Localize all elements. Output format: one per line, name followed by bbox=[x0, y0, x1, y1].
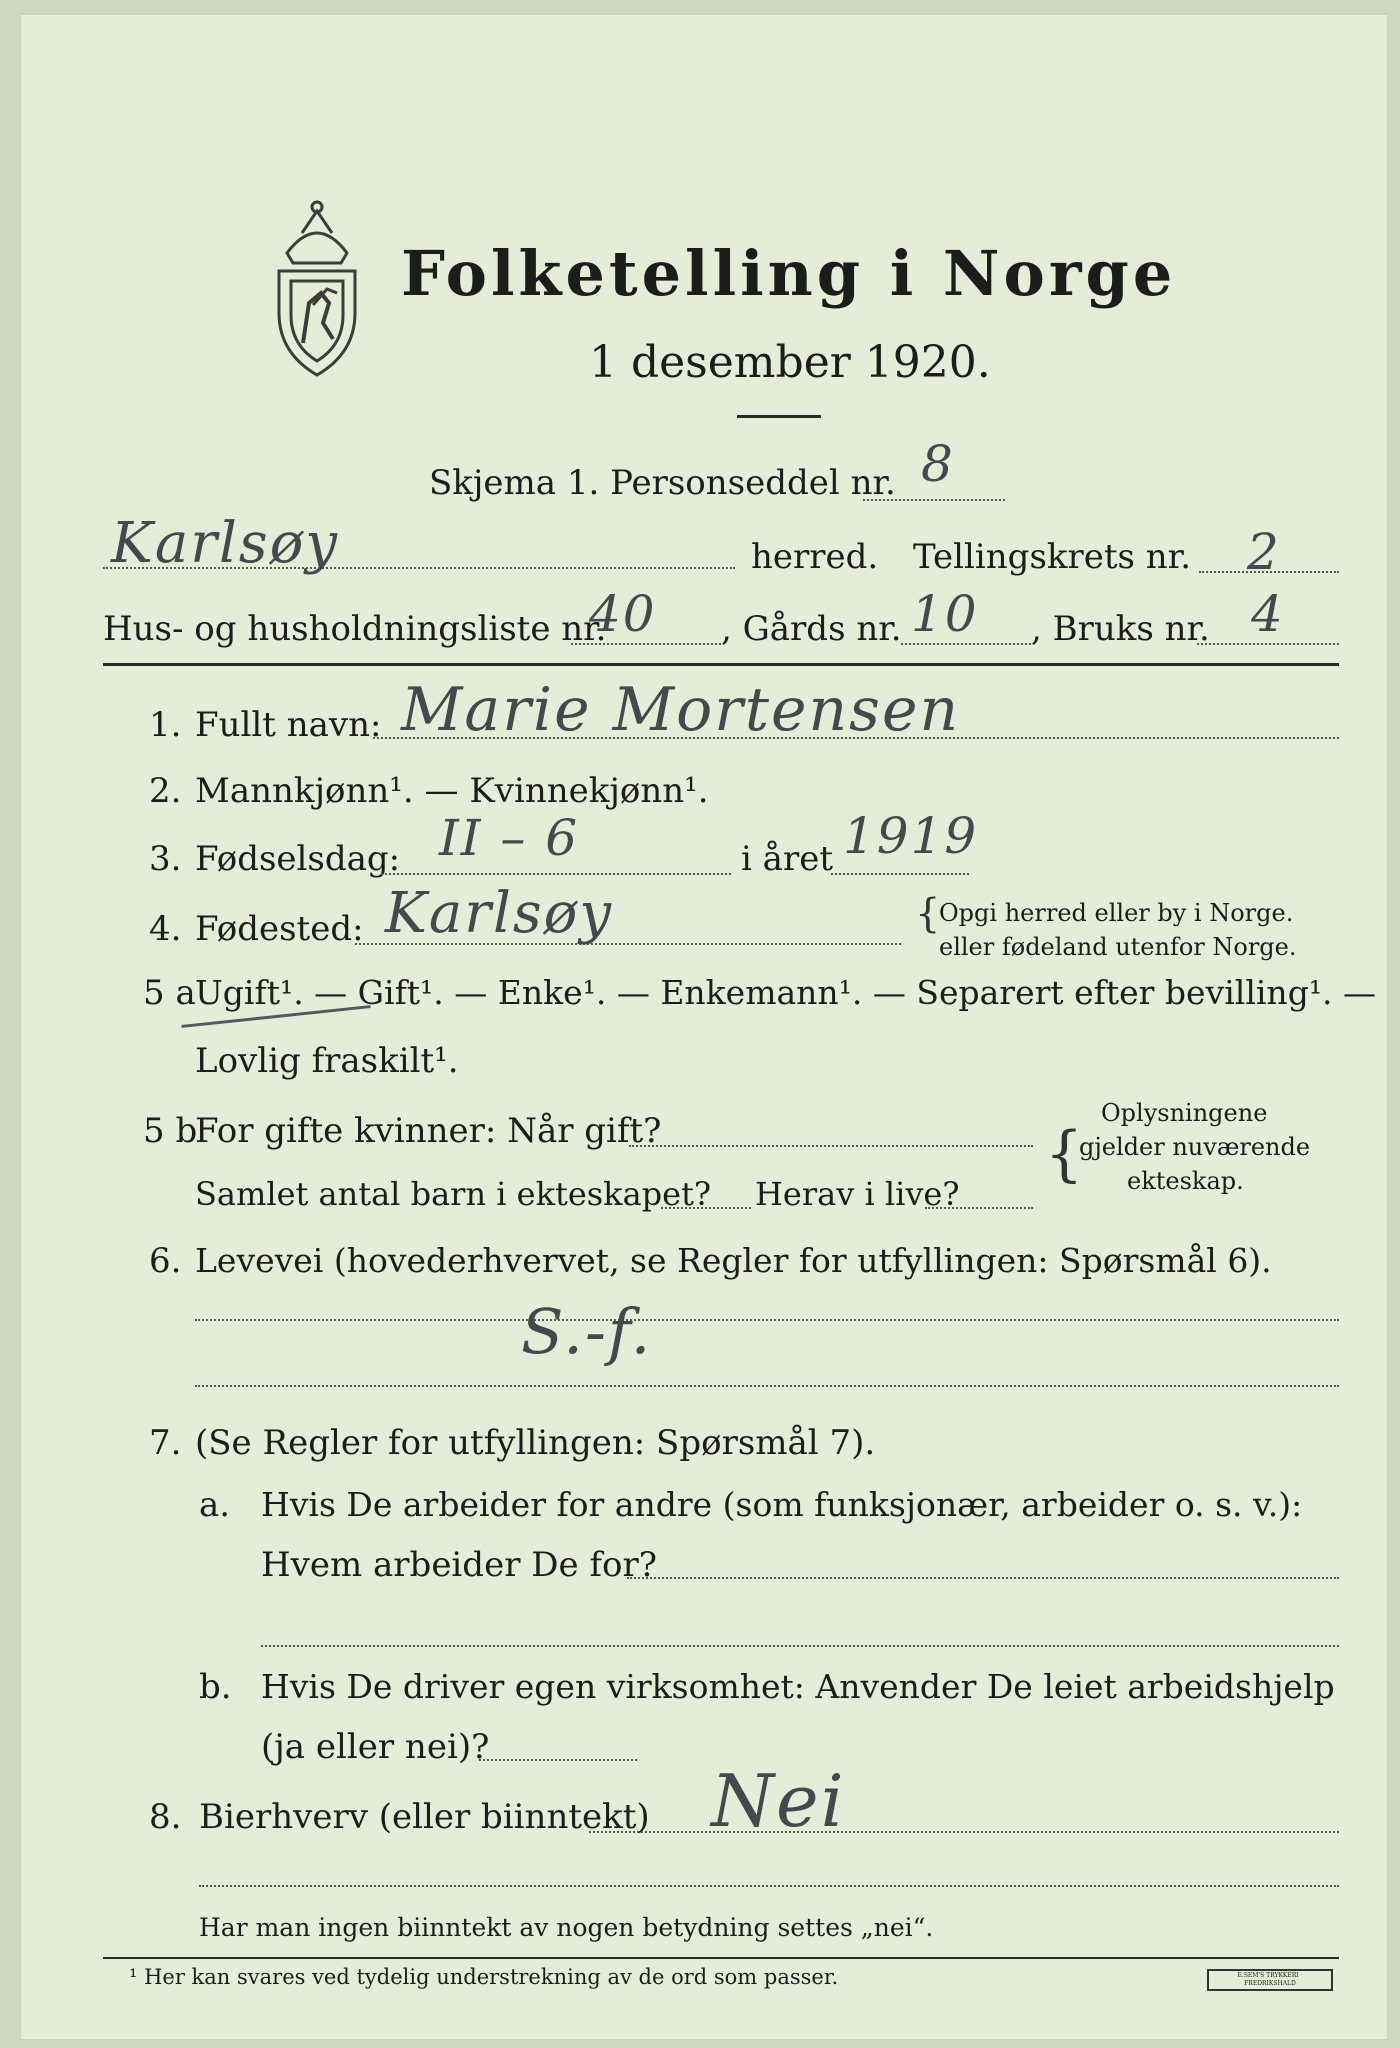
schema-label: Skjema 1. Personseddel nr. bbox=[429, 463, 896, 503]
q7b-line1: Hvis De driver egen virksomhet: Anvender De leiet arbeidshjelp bbox=[261, 1667, 1335, 1706]
fodested-note-2: eller fødeland utenfor Norge. bbox=[939, 933, 1297, 961]
levevei-label: Levevei (hovederhvervet, se Regler for utfyllingen: Spørsmål 6). bbox=[195, 1241, 1272, 1280]
form-title: Folketelling i Norge bbox=[401, 237, 1177, 310]
herred-field[interactable]: Karlsøy bbox=[111, 511, 339, 576]
fodested-field[interactable]: Karlsøy bbox=[385, 881, 613, 946]
title-divider bbox=[737, 415, 821, 418]
printer-stamp: E.SEM'S TRYKKERI · FREDRIKSHALD bbox=[1207, 1969, 1333, 1991]
census-form: Folketelling i Norge 1 desember 1920. Skjema 1. Personseddel nr. 8 Karlsøy herred. Tellingskrets nr. 2 Hus- og husholdningsliste nr. 40 , Gårds nr. 10 , Bruks nr. 4 1. Fullt navn: Marie Mortensen 2. Mannkjønn¹. — Kvinnekjønn¹. 3. Fødselsdag: II – 6 i året 1919 4. Fødested: Karlsøy { Opgi herred eller by i Norge. eller fødeland utenfor Norge. 5 a Ugift¹. — Gift¹. — Enke¹. — Enkemann¹. — Separert efter bevilling¹. — Lovlig fraskilt¹. 5 b For gifte kvinner: Når gift? Samlet antal barn i ekteskapet? Herav i live? { Oplysningene gjelder nuværende ekteskap. 6. Levevei (hovederhvervet, se Regler for utfyllingen: Spørsmål 6). S.-f. 7. (Se Regler for utfyllingen: Spørsmål 7). a. Hvis De arbeider for andre (som funksjonær, arbeider o. s. v.): Hvem arbeider De for? b. Hvis De driver egen virksomhet: Anvender De leiet arbeidshjelp (ja eller nei)? 8. Bierhverv (eller biinntekt) Nei Har man ingen biinntekt av nogen betydning settes „nei“. ¹ Her kan svares ved tydelig understrekning av de ord som passer. E.SEM'S TRYKKERI · FREDRIKSHALD bbox=[20, 14, 1388, 2040]
footnote: ¹ Her kan svares ved tydelig understrekning av de ord som passer. bbox=[129, 1965, 839, 1989]
footer-rule bbox=[103, 1957, 1339, 1959]
aret-label: i året bbox=[741, 839, 833, 879]
gards-label: , Gårds nr. bbox=[721, 609, 902, 649]
ekteskap-note-2: gjelder nuværende bbox=[1079, 1133, 1311, 1161]
ekteskap-note-1: Oplysningene bbox=[1101, 1099, 1268, 1127]
kjonn-options[interactable]: Mannkjønn¹. — Kvinnekjønn¹. bbox=[195, 771, 709, 811]
bierhverv-label: Bierhverv (eller biinntekt) bbox=[199, 1797, 650, 1837]
gards-field[interactable]: 10 bbox=[911, 585, 979, 643]
fullt-navn-label: Fullt navn: bbox=[195, 705, 382, 745]
husliste-field[interactable]: 40 bbox=[589, 585, 657, 643]
tellingskrets-field[interactable]: 2 bbox=[1247, 523, 1281, 581]
fodested-label: Fødested: bbox=[195, 909, 364, 949]
ekteskap-note-3: ekteskap. bbox=[1127, 1167, 1244, 1195]
q7a-line1: Hvis De arbeider for andre (som funksjonær, arbeider o. s. v.): bbox=[261, 1485, 1303, 1524]
q7-label: (Se Regler for utfyllingen: Spørsmål 7). bbox=[195, 1423, 876, 1463]
fodested-note-1: Opgi herred eller by i Norge. bbox=[939, 899, 1294, 927]
fullt-navn-field[interactable]: Marie Mortensen bbox=[401, 675, 961, 745]
i-live-label: Herav i live? bbox=[755, 1175, 960, 1213]
lovlig-fraskilt-option[interactable]: Lovlig fraskilt¹. bbox=[195, 1041, 459, 1081]
header-rule bbox=[103, 663, 1339, 666]
tellingskrets-label: Tellingskrets nr. bbox=[913, 537, 1192, 577]
q7a-line2: Hvem arbeider De for? bbox=[261, 1545, 657, 1585]
sivilstand-options[interactable]: Ugift¹. — Gift¹. — Enke¹. — Enkemann¹. — Separert efter bevilling¹. — bbox=[195, 973, 1377, 1012]
husliste-label: Hus- og husholdningsliste nr. bbox=[103, 609, 607, 649]
q7b-line2: (ja eller nei)? bbox=[261, 1727, 490, 1767]
bruks-label: , Bruks nr. bbox=[1031, 609, 1210, 649]
nei-note: Har man ingen biinntekt av nogen betydning settes „nei“. bbox=[199, 1913, 934, 1942]
bierhverv-field[interactable]: Nei bbox=[711, 1759, 846, 1843]
coat-of-arms-icon bbox=[257, 193, 377, 383]
fodselsar-field[interactable]: 1919 bbox=[843, 807, 979, 865]
bruks-field[interactable]: 4 bbox=[1251, 585, 1285, 643]
gift-label: For gifte kvinner: Når gift? bbox=[195, 1111, 662, 1151]
barn-label: Samlet antal barn i ekteskapet? bbox=[195, 1175, 712, 1213]
fodselsdag-field[interactable]: II – 6 bbox=[439, 809, 580, 867]
herred-label: herred. bbox=[751, 537, 879, 577]
fodselsdag-label: Fødselsdag: bbox=[195, 839, 401, 879]
schema-number-field[interactable]: 8 bbox=[921, 435, 955, 493]
levevei-field[interactable]: S.-f. bbox=[521, 1295, 653, 1368]
census-date: 1 desember 1920. bbox=[589, 337, 991, 388]
